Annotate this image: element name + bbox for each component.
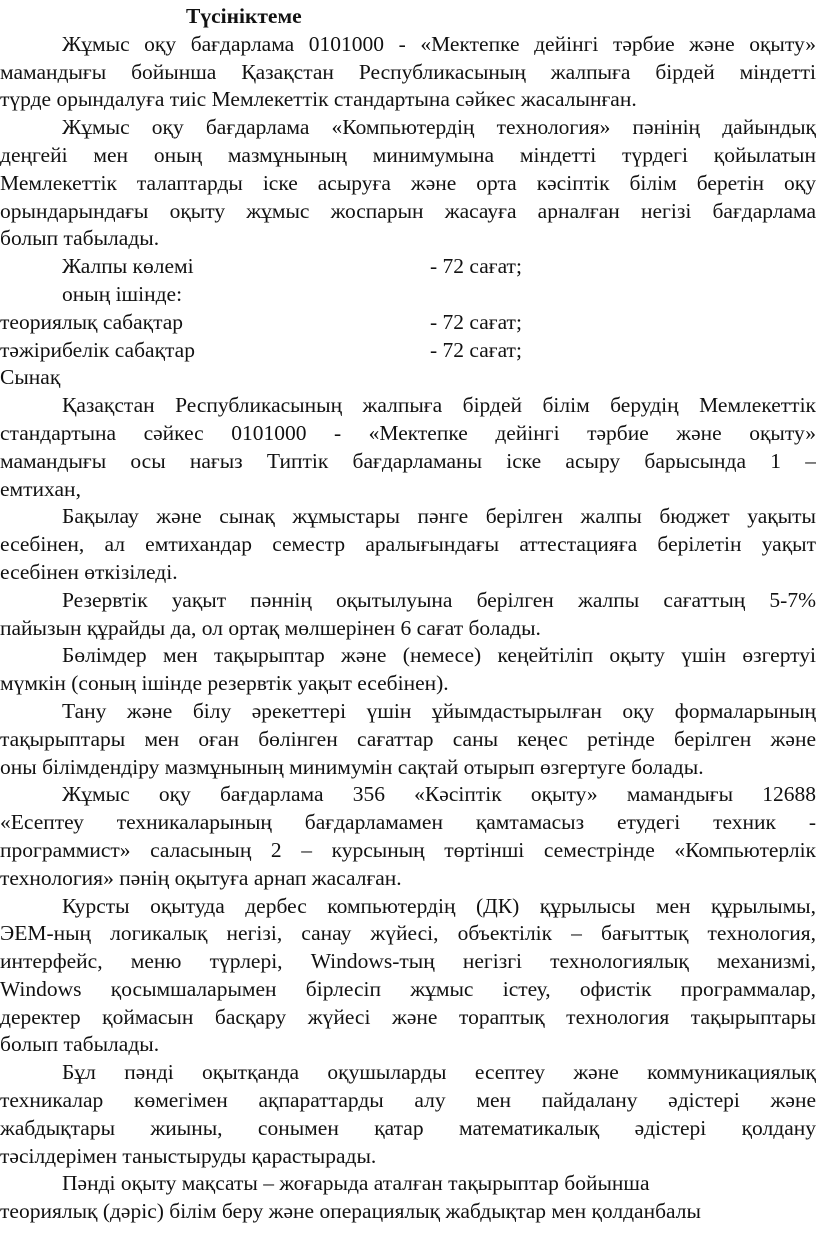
paragraph-line: түрде орындалуға тиіс Мемлекеттік стандартына сәйкес жасалынған. — [0, 87, 637, 112]
test-label: Сынақ — [0, 365, 61, 390]
paragraph-line: оны білімдендіру мазмұнының минимумін сақтай отырып өзгертуге болады. — [0, 754, 704, 779]
paragraph — [0, 893, 816, 1060]
paragraph-line: Мемлекеттік талаптарды іске асыруға және орта кәсіптік білім беретін оқу — [0, 170, 816, 195]
paragraph-line: Қазақстан Республикасының жалпыға бірдей білім берудің Мемлекеттік — [62, 393, 816, 418]
paragraph-line: стандартына сәйкес 0101000 - «Мектепке дейінгі тәрбие және оқыту» — [0, 420, 816, 445]
practice-hours-label: тәжірибелік сабақтар — [0, 337, 195, 362]
paragraph — [0, 781, 816, 892]
paragraph-line: теориялық (дәріс) білім беру және операциялық жабдықтар мен қолданбалы — [0, 1199, 701, 1224]
paragraph-line: интерфейс, меню түрлері, Windows-тың негізгі технологиялық механизмі, — [0, 949, 816, 974]
paragraph-line: Бөлімдер мен тақырыптар және (немесе) кеңейтіліп оқыту үшін өзгертуі — [62, 643, 816, 668]
paragraph-line: ЭЕМ-ның логикалық негізі, санау жүйесі, объектілік – бағыттық технология, — [0, 921, 816, 946]
document-title: Түсініктеме — [186, 4, 302, 28]
paragraph-line: Windows қосымшаларымен бірлесіп жұмыс істеу, офистік программалар, — [0, 976, 816, 1001]
paragraph-line: болып табылады. — [0, 1032, 160, 1057]
paragraph-line: емтихан, — [0, 476, 81, 501]
paragraph-line: Бақылау және сынақ жұмыстары пәнге берілген жалпы бюджет уақыты — [62, 504, 816, 529]
paragraph — [0, 392, 816, 503]
paragraph-line: Жұмыс оқу бағдарлама 0101000 - «Мектепке дейінгі тәрбие және оқыту» — [62, 31, 816, 56]
paragraph-line: Жұмыс оқу бағдарлама 356 «Кәсіптік оқыту» мамандығы 12688 — [62, 782, 816, 807]
paragraph-line: деректер қоймасын басқару жүйесі және тораптық технология тақырыптары — [0, 1004, 816, 1029]
practice-hours-value: - 72 сағат; — [430, 337, 522, 362]
theory-hours-label: теориялық сабақтар — [0, 309, 184, 334]
paragraph-line: мамандығы бойынша Қазақстан Республикасының жалпыға бірдей міндетті — [0, 59, 816, 84]
paragraph — [0, 503, 816, 586]
paragraph-line: Пәнді оқыту мақсаты – жоғарыда аталған тақырыптар бойынша — [62, 1171, 650, 1196]
paragraph — [0, 1170, 816, 1226]
paragraph-line: орындарындағы оқыту жұмыс жоспарын жасауға арналған негізі бағдарлама — [0, 198, 816, 223]
total-hours-label: Жалпы көлемі — [62, 254, 194, 279]
total-hours-value: - 72 сағат; — [430, 254, 522, 279]
paragraph — [0, 698, 816, 781]
paragraph-line: тақырыптары мен оған бөлінген сағаттар саны кеңес ретінде берілген және — [0, 726, 816, 751]
practice-hours-row — [0, 337, 816, 365]
including-label: оның ішінде: — [62, 281, 183, 306]
paragraph-line: жабдықтары жиыны, сонымен қатар математикалық әдістері қолдану — [0, 1115, 816, 1140]
paragraph-line: технология» пәнің оқытуға арнап жасалған. — [0, 865, 402, 890]
paragraph — [0, 1059, 816, 1170]
paragraph-line: Тану және білу әрекеттері үшін ұйымдастырылған оқу формаларының — [62, 698, 816, 723]
paragraph-line: деңгейі мен оның мазмұнының минимумына міндетті түрдегі қойылатын — [0, 142, 816, 167]
paragraph — [0, 587, 816, 643]
paragraph — [0, 114, 816, 253]
paragraph-line: тәсілдерімен таныстыруды қарастырады. — [0, 1143, 377, 1168]
paragraph-line: есебінен, ал емтихандар семестр аралығындағы аттестацияға берілетін уақыт — [0, 532, 816, 557]
paragraph-line: Жұмыс оқу бағдарлама «Компьютердің технология» пәнінің дайындық — [62, 115, 816, 140]
paragraph-line: мамандығы осы нағыз Типтік бағдарламаны іске асыру барысында 1 – — [0, 448, 816, 473]
paragraph-line: техникалар көмегімен ақпараттарды алу мен пайдалану әдістері және — [0, 1088, 816, 1113]
total-hours-row — [0, 253, 816, 281]
theory-hours-row — [0, 309, 816, 337]
paragraph-line: Бұл пәнді оқытқанда оқушыларды есептеу және коммуникациялық — [62, 1060, 816, 1085]
paragraph-line: пайызын құрайды да, ол ортақ мөлшерінен 6 сағат болады. — [0, 615, 541, 640]
paragraph-line: Курсты оқытуда дербес компьютердің (ДК) құрылысы мен құрылымы, — [62, 893, 816, 918]
paragraph-line: Резервтік уақыт пәннің оқытылуына берілген жалпы сағаттың 5-7% — [62, 587, 816, 612]
paragraph-line: болып табылады. — [0, 226, 160, 251]
paragraph-line: «Есептеу техникаларының бағдарламамен қамтамасыз етудегі техник - — [0, 810, 816, 835]
theory-hours-value: - 72 сағат; — [430, 309, 522, 334]
paragraph — [0, 642, 816, 698]
paragraph — [0, 31, 816, 114]
paragraph-line: есебінен өткізіледі. — [0, 559, 178, 584]
paragraph-line: мүмкін (соның ішінде резервтік уақыт есебінен). — [0, 671, 449, 696]
paragraph-line: программист» саласының 2 – курсының төртінші семестрінде «Компьютерлік — [0, 837, 816, 862]
